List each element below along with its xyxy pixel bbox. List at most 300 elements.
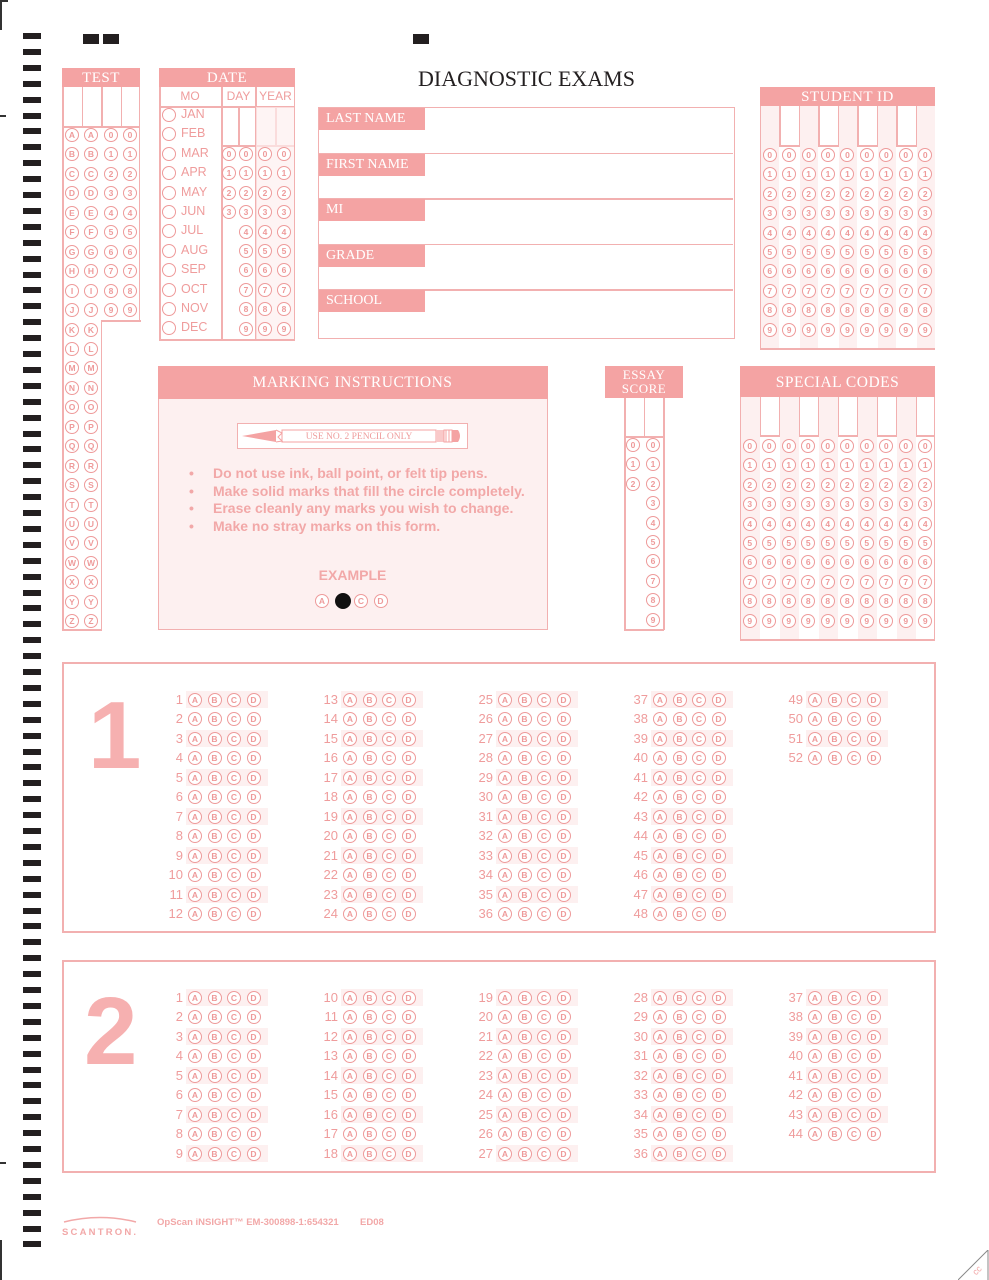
answer-bubble-C[interactable]: C — [227, 868, 241, 882]
answer-bubble-C[interactable]: C — [537, 790, 551, 804]
year-ones-bubble[interactable]: 4 — [277, 225, 291, 239]
special-code-bubble[interactable]: 6 — [782, 555, 796, 569]
answer-bubble-B[interactable]: B — [673, 693, 687, 707]
student-id-bubble[interactable]: 1 — [860, 167, 874, 181]
answer-bubble-B[interactable]: B — [518, 888, 532, 902]
answer-bubble-C[interactable]: C — [847, 712, 861, 726]
answer-bubble-C[interactable]: C — [227, 1088, 241, 1102]
answer-bubble-A[interactable]: A — [653, 1069, 667, 1083]
special-code-bubble[interactable]: 2 — [860, 478, 874, 492]
answer-bubble-B[interactable]: B — [518, 771, 532, 785]
answer-bubble-C[interactable]: C — [847, 732, 861, 746]
special-code-bubble[interactable]: 0 — [918, 439, 932, 453]
test-bubble-Z[interactable]: Z — [65, 614, 79, 628]
answer-bubble-A[interactable]: A — [343, 829, 357, 843]
special-code-bubble[interactable]: 1 — [762, 458, 776, 472]
special-code-bubble[interactable]: 3 — [821, 497, 835, 511]
test-bubble-2[interactable]: 2 — [123, 167, 137, 181]
answer-bubble-D[interactable]: D — [867, 1127, 881, 1141]
test-bubble-K[interactable]: K — [84, 323, 98, 337]
student-id-bubble[interactable]: 0 — [763, 148, 777, 162]
student-id-bubble[interactable]: 5 — [840, 245, 854, 259]
answer-bubble-A[interactable]: A — [188, 1088, 202, 1102]
student-id-bubble[interactable]: 9 — [860, 323, 874, 337]
special-code-bubble[interactable]: 1 — [899, 458, 913, 472]
answer-bubble-B[interactable]: B — [673, 991, 687, 1005]
answer-bubble-D[interactable]: D — [867, 693, 881, 707]
special-code-bubble[interactable]: 2 — [762, 478, 776, 492]
answer-bubble-D[interactable]: D — [247, 790, 261, 804]
answer-bubble-A[interactable]: A — [188, 1147, 202, 1161]
answer-bubble-A[interactable]: A — [188, 991, 202, 1005]
test-bubble-M[interactable]: M — [84, 361, 98, 375]
answer-bubble-C[interactable]: C — [537, 888, 551, 902]
answer-bubble-C[interactable]: C — [692, 868, 706, 882]
name-field-mi[interactable] — [319, 199, 733, 244]
test-bubble-E[interactable]: E — [84, 206, 98, 220]
answer-bubble-A[interactable]: A — [343, 1127, 357, 1141]
year-ones-bubble[interactable]: 9 — [277, 322, 291, 336]
student-id-write-box[interactable] — [761, 106, 778, 145]
month-bubble[interactable] — [162, 205, 176, 219]
special-code-bubble[interactable]: 0 — [879, 439, 893, 453]
answer-bubble-B[interactable]: B — [518, 1010, 532, 1024]
student-id-bubble[interactable]: 7 — [782, 284, 796, 298]
special-code-write-box[interactable] — [878, 397, 896, 435]
answer-bubble-B[interactable]: B — [673, 868, 687, 882]
student-id-bubble[interactable]: 0 — [899, 148, 913, 162]
answer-bubble-A[interactable]: A — [343, 751, 357, 765]
answer-bubble-D[interactable]: D — [712, 888, 726, 902]
student-id-bubble[interactable]: 7 — [860, 284, 874, 298]
special-code-bubble[interactable]: 8 — [860, 594, 874, 608]
month-bubble[interactable] — [162, 244, 176, 258]
year-ones-bubble[interactable]: 0 — [277, 147, 291, 161]
year-tens-bubble[interactable]: 2 — [258, 186, 272, 200]
answer-bubble-D[interactable]: D — [402, 771, 416, 785]
student-id-bubble[interactable]: 4 — [782, 226, 796, 240]
answer-bubble-D[interactable]: D — [247, 1049, 261, 1063]
answer-bubble-B[interactable]: B — [363, 712, 377, 726]
answer-bubble-C[interactable]: C — [537, 907, 551, 921]
answer-bubble-D[interactable]: D — [402, 693, 416, 707]
answer-bubble-B[interactable]: B — [518, 732, 532, 746]
essay-ones-bubble[interactable]: 2 — [646, 477, 660, 491]
answer-bubble-A[interactable]: A — [653, 829, 667, 843]
answer-bubble-D[interactable]: D — [247, 771, 261, 785]
test-bubble-3[interactable]: 3 — [104, 186, 118, 200]
answer-bubble-D[interactable]: D — [402, 1010, 416, 1024]
answer-bubble-D[interactable]: D — [557, 849, 571, 863]
year-ones-bubble[interactable]: 5 — [277, 244, 291, 258]
answer-bubble-B[interactable]: B — [518, 790, 532, 804]
test-bubble-V[interactable]: V — [65, 536, 79, 550]
answer-bubble-C[interactable]: C — [382, 1030, 396, 1044]
student-id-bubble[interactable]: 2 — [802, 187, 816, 201]
answer-bubble-C[interactable]: C — [382, 1088, 396, 1102]
special-code-bubble[interactable]: 3 — [840, 497, 854, 511]
special-code-bubble[interactable]: 6 — [899, 555, 913, 569]
special-code-bubble[interactable]: 9 — [840, 614, 854, 628]
month-bubble[interactable] — [162, 127, 176, 141]
answer-bubble-B[interactable]: B — [208, 1010, 222, 1024]
answer-bubble-C[interactable]: C — [537, 829, 551, 843]
special-code-bubble[interactable]: 7 — [801, 575, 815, 589]
answer-bubble-A[interactable]: A — [343, 868, 357, 882]
answer-bubble-A[interactable]: A — [653, 888, 667, 902]
answer-bubble-C[interactable]: C — [537, 771, 551, 785]
special-code-bubble[interactable]: 4 — [782, 517, 796, 531]
answer-bubble-B[interactable]: B — [828, 1069, 842, 1083]
student-id-bubble[interactable]: 6 — [782, 264, 796, 278]
student-id-write-box[interactable] — [839, 106, 856, 145]
student-id-bubble[interactable]: 7 — [802, 284, 816, 298]
answer-bubble-B[interactable]: B — [518, 1069, 532, 1083]
answer-bubble-A[interactable]: A — [653, 907, 667, 921]
answer-bubble-C[interactable]: C — [227, 1010, 241, 1024]
answer-bubble-A[interactable]: A — [498, 907, 512, 921]
answer-bubble-A[interactable]: A — [808, 693, 822, 707]
special-code-bubble[interactable]: 5 — [801, 536, 815, 550]
student-id-bubble[interactable]: 6 — [802, 264, 816, 278]
month-bubble[interactable] — [162, 186, 176, 200]
student-id-bubble[interactable]: 1 — [782, 167, 796, 181]
answer-bubble-B[interactable]: B — [828, 1010, 842, 1024]
test-bubble-8[interactable]: 8 — [123, 284, 137, 298]
answer-bubble-C[interactable]: C — [537, 1108, 551, 1122]
answer-bubble-D[interactable]: D — [867, 1049, 881, 1063]
answer-bubble-A[interactable]: A — [188, 868, 202, 882]
answer-bubble-D[interactable]: D — [247, 751, 261, 765]
answer-bubble-A[interactable]: A — [498, 712, 512, 726]
answer-bubble-D[interactable]: D — [247, 1127, 261, 1141]
answer-bubble-C[interactable]: C — [227, 712, 241, 726]
answer-bubble-A[interactable]: A — [188, 1127, 202, 1141]
answer-bubble-A[interactable]: A — [498, 868, 512, 882]
answer-bubble-C[interactable]: C — [692, 732, 706, 746]
test-bubble-4[interactable]: 4 — [104, 206, 118, 220]
student-id-bubble[interactable]: 8 — [763, 303, 777, 317]
student-id-bubble[interactable]: 0 — [821, 148, 835, 162]
test-bubble-D[interactable]: D — [84, 186, 98, 200]
answer-bubble-C[interactable]: C — [692, 1069, 706, 1083]
student-id-bubble[interactable]: 2 — [840, 187, 854, 201]
answer-bubble-D[interactable]: D — [402, 1108, 416, 1122]
answer-bubble-D[interactable]: D — [557, 771, 571, 785]
day-tens-bubble[interactable]: 0 — [222, 147, 236, 161]
day-ones-bubble[interactable]: 3 — [239, 205, 253, 219]
answer-bubble-A[interactable]: A — [498, 771, 512, 785]
answer-bubble-C[interactable]: C — [537, 1030, 551, 1044]
special-code-bubble[interactable]: 6 — [879, 555, 893, 569]
student-id-bubble[interactable]: 9 — [763, 323, 777, 337]
answer-bubble-B[interactable]: B — [828, 1108, 842, 1122]
answer-bubble-A[interactable]: A — [498, 732, 512, 746]
answer-bubble-A[interactable]: A — [653, 1010, 667, 1024]
answer-bubble-D[interactable]: D — [867, 991, 881, 1005]
test-bubble-4[interactable]: 4 — [123, 206, 137, 220]
answer-bubble-A[interactable]: A — [498, 1147, 512, 1161]
answer-bubble-C[interactable]: C — [382, 1010, 396, 1024]
answer-bubble-D[interactable]: D — [712, 849, 726, 863]
year-tens-bubble[interactable]: 8 — [258, 302, 272, 316]
answer-bubble-D[interactable]: D — [402, 790, 416, 804]
essay-ones-bubble[interactable]: 5 — [646, 535, 660, 549]
answer-bubble-B[interactable]: B — [518, 1030, 532, 1044]
answer-bubble-C[interactable]: C — [537, 991, 551, 1005]
answer-bubble-A[interactable]: A — [498, 790, 512, 804]
day-ones-bubble[interactable]: 8 — [239, 302, 253, 316]
name-field-grade[interactable] — [319, 245, 733, 290]
special-code-bubble[interactable]: 2 — [782, 478, 796, 492]
answer-bubble-B[interactable]: B — [518, 849, 532, 863]
student-id-write-box[interactable] — [800, 106, 817, 145]
special-code-bubble[interactable]: 5 — [860, 536, 874, 550]
answer-bubble-B[interactable]: B — [518, 810, 532, 824]
answer-bubble-C[interactable]: C — [692, 810, 706, 824]
answer-bubble-B[interactable]: B — [673, 712, 687, 726]
answer-bubble-B[interactable]: B — [208, 1147, 222, 1161]
student-id-bubble[interactable]: 8 — [918, 303, 932, 317]
answer-bubble-C[interactable]: C — [227, 771, 241, 785]
answer-bubble-A[interactable]: A — [343, 810, 357, 824]
answer-bubble-B[interactable]: B — [363, 1049, 377, 1063]
answer-bubble-A[interactable]: A — [188, 907, 202, 921]
special-code-bubble[interactable]: 8 — [801, 594, 815, 608]
answer-bubble-A[interactable]: A — [188, 771, 202, 785]
test-bubble-W[interactable]: W — [65, 556, 79, 570]
answer-bubble-C[interactable]: C — [537, 1069, 551, 1083]
essay-tens-bubble[interactable]: 0 — [626, 438, 640, 452]
test-bubble-9[interactable]: 9 — [123, 303, 137, 317]
answer-bubble-A[interactable]: A — [188, 888, 202, 902]
special-code-bubble[interactable]: 1 — [860, 458, 874, 472]
answer-bubble-D[interactable]: D — [557, 868, 571, 882]
test-bubble-N[interactable]: N — [65, 381, 79, 395]
answer-bubble-A[interactable]: A — [808, 1127, 822, 1141]
answer-bubble-A[interactable]: A — [188, 829, 202, 843]
test-bubble-J[interactable]: J — [65, 303, 79, 317]
test-bubble-I[interactable]: I — [65, 284, 79, 298]
answer-bubble-A[interactable]: A — [343, 732, 357, 746]
answer-bubble-B[interactable]: B — [208, 888, 222, 902]
answer-bubble-B[interactable]: B — [828, 1049, 842, 1063]
special-code-bubble[interactable]: 2 — [801, 478, 815, 492]
answer-bubble-C[interactable]: C — [692, 693, 706, 707]
answer-bubble-A[interactable]: A — [653, 693, 667, 707]
test-bubble-7[interactable]: 7 — [123, 264, 137, 278]
answer-bubble-C[interactable]: C — [382, 1049, 396, 1063]
student-id-bubble[interactable]: 2 — [860, 187, 874, 201]
name-field-first-name[interactable] — [319, 154, 733, 199]
answer-bubble-B[interactable]: B — [518, 1088, 532, 1102]
student-id-bubble[interactable]: 6 — [860, 264, 874, 278]
answer-bubble-A[interactable]: A — [808, 1010, 822, 1024]
test-bubble-0[interactable]: 0 — [123, 128, 137, 142]
test-bubble-F[interactable]: F — [65, 225, 79, 239]
answer-bubble-C[interactable]: C — [537, 1010, 551, 1024]
answer-bubble-A[interactable]: A — [498, 829, 512, 843]
student-id-write-box[interactable] — [897, 106, 914, 145]
name-field-last-name[interactable] — [319, 108, 733, 153]
student-id-bubble[interactable]: 0 — [802, 148, 816, 162]
answer-bubble-B[interactable]: B — [208, 1069, 222, 1083]
student-id-write-box[interactable] — [819, 106, 836, 145]
test-bubble-0[interactable]: 0 — [104, 128, 118, 142]
special-code-bubble[interactable]: 2 — [743, 478, 757, 492]
answer-bubble-C[interactable]: C — [227, 732, 241, 746]
answer-bubble-C[interactable]: C — [692, 771, 706, 785]
answer-bubble-C[interactable]: C — [227, 1108, 241, 1122]
test-bubble-S[interactable]: S — [65, 478, 79, 492]
answer-bubble-C[interactable]: C — [847, 693, 861, 707]
day-ones-bubble[interactable]: 2 — [239, 186, 253, 200]
answer-bubble-C[interactable]: C — [537, 849, 551, 863]
special-code-bubble[interactable]: 4 — [762, 517, 776, 531]
special-code-bubble[interactable]: 6 — [918, 555, 932, 569]
test-bubble-7[interactable]: 7 — [104, 264, 118, 278]
essay-ones-bubble[interactable]: 6 — [646, 554, 660, 568]
answer-bubble-C[interactable]: C — [227, 693, 241, 707]
answer-bubble-A[interactable]: A — [653, 849, 667, 863]
answer-bubble-A[interactable]: A — [653, 810, 667, 824]
answer-bubble-D[interactable]: D — [247, 1069, 261, 1083]
answer-bubble-C[interactable]: C — [537, 751, 551, 765]
test-bubble-L[interactable]: L — [65, 342, 79, 356]
student-id-write-box[interactable] — [878, 106, 895, 145]
test-bubble-N[interactable]: N — [84, 381, 98, 395]
special-code-write-box[interactable] — [800, 397, 818, 435]
answer-bubble-C[interactable]: C — [382, 991, 396, 1005]
answer-bubble-B[interactable]: B — [518, 907, 532, 921]
test-bubble-Z[interactable]: Z — [84, 614, 98, 628]
answer-bubble-D[interactable]: D — [712, 907, 726, 921]
answer-bubble-D[interactable]: D — [402, 1088, 416, 1102]
answer-bubble-B[interactable]: B — [363, 1147, 377, 1161]
answer-bubble-B[interactable]: B — [363, 1010, 377, 1024]
answer-bubble-B[interactable]: B — [208, 1108, 222, 1122]
day-ones-bubble[interactable]: 4 — [239, 225, 253, 239]
special-code-bubble[interactable]: 6 — [840, 555, 854, 569]
day-ones-bubble[interactable]: 0 — [239, 147, 253, 161]
test-bubble-R[interactable]: R — [65, 459, 79, 473]
test-bubble-C[interactable]: C — [65, 167, 79, 181]
answer-bubble-B[interactable]: B — [518, 751, 532, 765]
special-code-bubble[interactable]: 6 — [860, 555, 874, 569]
essay-ones-bubble[interactable]: 1 — [646, 457, 660, 471]
special-code-write-box[interactable] — [839, 397, 857, 435]
year-tens-bubble[interactable]: 6 — [258, 263, 272, 277]
special-code-bubble[interactable]: 8 — [918, 594, 932, 608]
answer-bubble-C[interactable]: C — [692, 1127, 706, 1141]
answer-bubble-C[interactable]: C — [847, 1127, 861, 1141]
answer-bubble-D[interactable]: D — [557, 810, 571, 824]
student-id-bubble[interactable]: 4 — [840, 226, 854, 240]
answer-bubble-D[interactable]: D — [712, 732, 726, 746]
answer-bubble-B[interactable]: B — [208, 829, 222, 843]
answer-bubble-B[interactable]: B — [673, 732, 687, 746]
essay-ones-bubble[interactable]: 4 — [646, 516, 660, 530]
answer-bubble-D[interactable]: D — [557, 1049, 571, 1063]
answer-bubble-B[interactable]: B — [363, 810, 377, 824]
student-id-bubble[interactable]: 4 — [821, 226, 835, 240]
answer-bubble-D[interactable]: D — [402, 868, 416, 882]
answer-bubble-D[interactable]: D — [712, 1147, 726, 1161]
answer-bubble-C[interactable]: C — [692, 751, 706, 765]
answer-bubble-B[interactable]: B — [363, 693, 377, 707]
student-id-bubble[interactable]: 0 — [918, 148, 932, 162]
test-bubble-5[interactable]: 5 — [104, 225, 118, 239]
student-id-bubble[interactable]: 5 — [763, 245, 777, 259]
answer-bubble-D[interactable]: D — [247, 1147, 261, 1161]
month-bubble[interactable] — [162, 166, 176, 180]
answer-bubble-C[interactable]: C — [227, 849, 241, 863]
answer-bubble-C[interactable]: C — [227, 1049, 241, 1063]
year-ones-bubble[interactable]: 2 — [277, 186, 291, 200]
answer-bubble-B[interactable]: B — [673, 1010, 687, 1024]
answer-bubble-D[interactable]: D — [712, 829, 726, 843]
answer-bubble-A[interactable]: A — [343, 849, 357, 863]
special-code-bubble[interactable]: 6 — [801, 555, 815, 569]
answer-bubble-B[interactable]: B — [208, 1127, 222, 1141]
answer-bubble-A[interactable]: A — [498, 751, 512, 765]
answer-bubble-D[interactable]: D — [557, 712, 571, 726]
answer-bubble-A[interactable]: A — [498, 991, 512, 1005]
answer-bubble-C[interactable]: C — [537, 810, 551, 824]
special-code-bubble[interactable]: 4 — [879, 517, 893, 531]
special-code-bubble[interactable]: 5 — [899, 536, 913, 550]
answer-bubble-B[interactable]: B — [518, 712, 532, 726]
answer-bubble-D[interactable]: D — [712, 1049, 726, 1063]
special-code-bubble[interactable]: 1 — [801, 458, 815, 472]
answer-bubble-D[interactable]: D — [557, 1069, 571, 1083]
answer-bubble-C[interactable]: C — [382, 1127, 396, 1141]
answer-bubble-A[interactable]: A — [188, 693, 202, 707]
answer-bubble-D[interactable]: D — [247, 829, 261, 843]
answer-bubble-C[interactable]: C — [537, 732, 551, 746]
student-id-bubble[interactable]: 2 — [763, 187, 777, 201]
answer-bubble-A[interactable]: A — [498, 1069, 512, 1083]
special-code-bubble[interactable]: 8 — [821, 594, 835, 608]
test-bubble-3[interactable]: 3 — [123, 186, 137, 200]
answer-bubble-A[interactable]: A — [343, 1069, 357, 1083]
answer-bubble-D[interactable]: D — [557, 1030, 571, 1044]
answer-bubble-B[interactable]: B — [828, 1030, 842, 1044]
special-code-write-box[interactable] — [917, 397, 935, 435]
answer-bubble-A[interactable]: A — [343, 1147, 357, 1161]
answer-bubble-D[interactable]: D — [247, 849, 261, 863]
answer-bubble-C[interactable]: C — [382, 732, 396, 746]
answer-bubble-C[interactable]: C — [692, 907, 706, 921]
special-code-bubble[interactable]: 2 — [899, 478, 913, 492]
answer-bubble-B[interactable]: B — [673, 1049, 687, 1063]
essay-ones-bubble[interactable]: 3 — [646, 496, 660, 510]
student-id-bubble[interactable]: 9 — [782, 323, 796, 337]
test-bubble-T[interactable]: T — [84, 498, 98, 512]
answer-bubble-D[interactable]: D — [402, 732, 416, 746]
student-id-bubble[interactable]: 8 — [899, 303, 913, 317]
answer-bubble-C[interactable]: C — [382, 907, 396, 921]
answer-bubble-C[interactable]: C — [692, 1088, 706, 1102]
answer-bubble-C[interactable]: C — [382, 751, 396, 765]
student-id-bubble[interactable]: 5 — [879, 245, 893, 259]
special-code-bubble[interactable]: 9 — [860, 614, 874, 628]
answer-bubble-B[interactable]: B — [363, 829, 377, 843]
answer-bubble-B[interactable]: B — [363, 849, 377, 863]
special-code-bubble[interactable]: 5 — [840, 536, 854, 550]
answer-bubble-B[interactable]: B — [673, 1108, 687, 1122]
answer-bubble-A[interactable]: A — [808, 751, 822, 765]
